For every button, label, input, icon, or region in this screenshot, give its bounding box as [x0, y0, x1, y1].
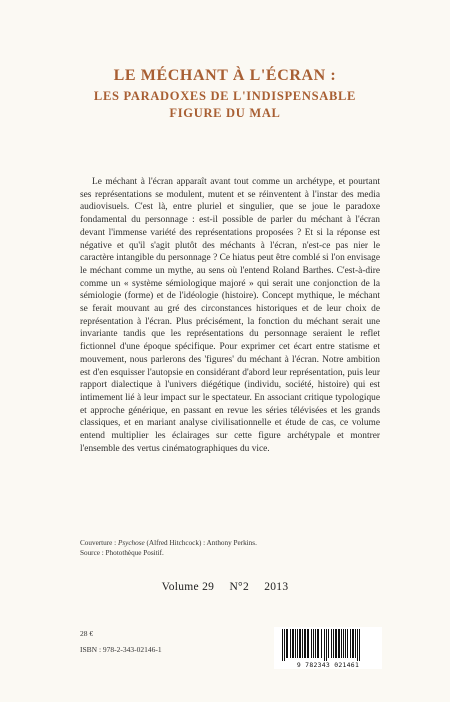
title-block — [0, 66, 450, 122]
barcode-number: 9 782343 021461 — [296, 661, 360, 669]
isbn: ISBN : 978-2-343-02146-1 — [80, 645, 162, 654]
issue-info — [0, 581, 450, 593]
title-main: LE MÉCHANT À L'ÉCRAN : — [113, 67, 337, 84]
cover-credit-suffix: (Alfred Hitchcock) : Anthony Perkins. — [144, 539, 257, 547]
summary-paragraph: Le méchant à l'écran apparaît avant tout comme un archétype, et pourtant ses représentations se modulent, mutent et se réinventent à l'instar des media audiovisuels. C'est là, entre pluriel et singulier, que se joue le paradoxe fondamental du personnage : est-il possible de parler du méchant à l'écran devant l'immense variété des représentations proposées ? Et si la réponse est négative et qu'il s'agit plutôt des méchants à l'écran, n'est-ce pas nier le caractère intangible du personnage ? Ce hiatus peut être comblé si l'on envisage le méchant comme un mythe, au sens où l'entend Roland Barthes. C'est-à-dire comme un « système sémiologique majoré » qui serait une conjonction de la sémiologie (forme) et de l'idéologie (histoire). Concept mythique, le méchant se ferait mouvant au gré des circonstances historiques et de leur choix de représentation à l'écran. Plus précisément, la fonction du méchant serait une invariante tandis que les représentations du personnage seraient le reflet fictionnel d'une époque spécifique. Pour exprimer cet écart entre statisme et mouvement, nous parlerons des 'figures' du méchant à l'écran. Notre ambition est d'en esquisser l'autopsie en considérant d'abord leur représentation, puis leur rapport dialectique à l'univers diégétique (individu, société, histoire) qui est intimement lié à leur impact sur le spectateur. En associant critique typologique et approche générique, en passant en revue les séries télévisées et les grands classiques, et en mariant analyse civilisationnelle et étude de cas, ce volume entend multiplier les éclairages sur cette figure archétypale et montrer l'ensemble des vertus cinématographiques du vice. — [80, 177, 380, 454]
title-sub-line1: LES PARADOXES DE L'INDISPENSABLE — [93, 89, 357, 103]
cover-credit-prefix: Couverture : — [80, 539, 118, 547]
barcode — [274, 627, 382, 669]
cover-credit-line — [80, 538, 380, 548]
price: 28 € — [80, 629, 94, 638]
volume-label: Volume 29 — [161, 581, 215, 593]
cover-film-title: Psychose — [117, 539, 145, 547]
photo-source-line: Source : Photothèque Positif. — [80, 549, 164, 557]
issue-number: N°2 — [229, 581, 249, 593]
issue-year: 2013 — [264, 581, 289, 593]
summary-text — [80, 176, 380, 455]
cover-credits — [80, 538, 380, 558]
barcode-bars-icon — [274, 627, 382, 661]
title-sub-line2: FIGURE DU MAL — [169, 106, 281, 120]
